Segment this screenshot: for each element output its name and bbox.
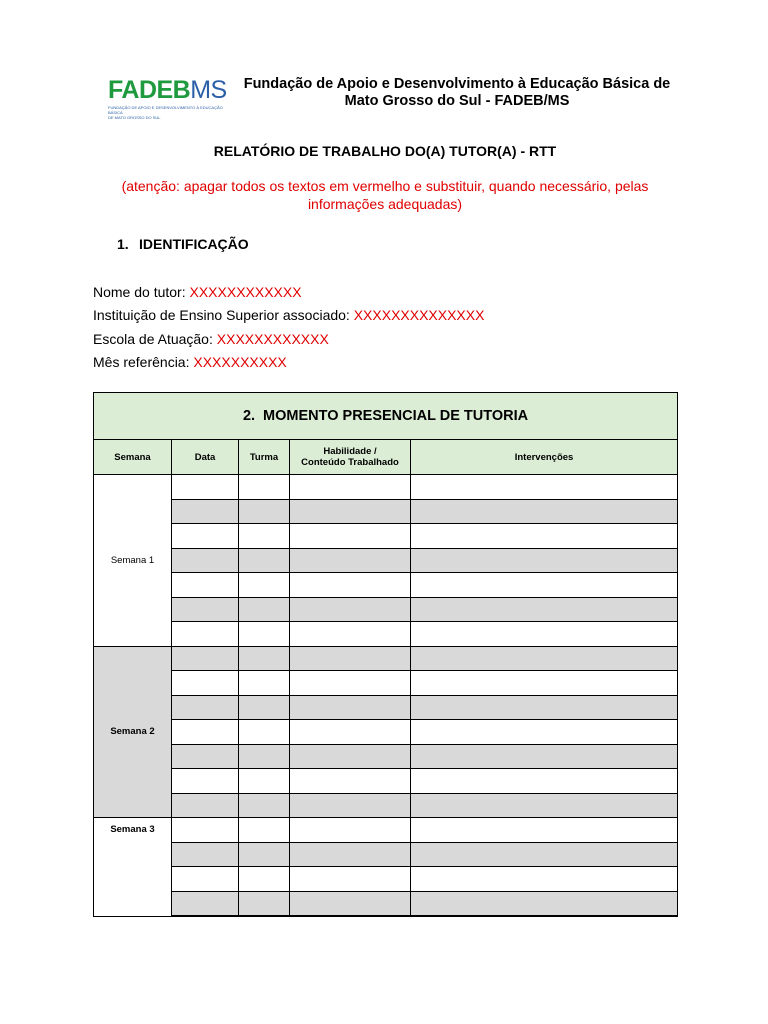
section-momento-presencial-heading: 2. MOMENTO PRESENCIAL DE TUTORIA bbox=[94, 393, 678, 440]
table-cell[interactable] bbox=[411, 622, 678, 647]
table-cell[interactable] bbox=[290, 573, 411, 598]
table-cell[interactable] bbox=[172, 671, 239, 696]
logo-wordmark: FADEBMS bbox=[108, 76, 227, 104]
table-cell[interactable] bbox=[239, 622, 290, 647]
table-cell[interactable] bbox=[239, 524, 290, 549]
table-cell[interactable] bbox=[290, 891, 411, 916]
table-row bbox=[94, 499, 678, 524]
field-escola: Escola de Atuação: XXXXXXXXXXXX bbox=[93, 330, 329, 347]
table-row bbox=[94, 622, 678, 647]
table-row bbox=[94, 842, 678, 867]
col-data: Data bbox=[172, 440, 239, 475]
attention-note: (atenção: apagar todos os textos em vermelho e substituir, quando necessário, pelas informações adequadas) bbox=[121, 178, 649, 212]
table-cell[interactable] bbox=[411, 695, 678, 720]
table-cell[interactable] bbox=[290, 720, 411, 745]
tutoria-table bbox=[93, 392, 678, 917]
table-cell[interactable] bbox=[239, 818, 290, 843]
table-cell[interactable] bbox=[172, 695, 239, 720]
table-cell[interactable] bbox=[290, 842, 411, 867]
table-cell[interactable] bbox=[172, 475, 239, 500]
table-cell[interactable] bbox=[239, 891, 290, 916]
table-cell[interactable] bbox=[239, 744, 290, 769]
col-habilidade: Habilidade / Conteúdo Trabalhado bbox=[290, 440, 411, 475]
table-row bbox=[94, 793, 678, 818]
table-cell[interactable] bbox=[172, 769, 239, 794]
table-cell[interactable] bbox=[290, 769, 411, 794]
table-cell[interactable] bbox=[239, 867, 290, 892]
table-row bbox=[94, 475, 678, 500]
table-cell[interactable] bbox=[239, 548, 290, 573]
table-row bbox=[94, 548, 678, 573]
fadeb-ms-logo bbox=[108, 76, 226, 122]
table-cell[interactable] bbox=[172, 793, 239, 818]
table-row bbox=[94, 720, 678, 745]
table-cell[interactable] bbox=[239, 573, 290, 598]
table-cell[interactable] bbox=[411, 842, 678, 867]
table-cell[interactable] bbox=[290, 867, 411, 892]
table-cell[interactable] bbox=[411, 573, 678, 598]
table-cell[interactable] bbox=[411, 475, 678, 500]
table-row bbox=[94, 524, 678, 549]
table-cell[interactable] bbox=[290, 646, 411, 671]
table-cell[interactable] bbox=[290, 744, 411, 769]
field-instituicao: Instituição de Ensino Superior associado: XXXXXXXXXXXXXX bbox=[93, 307, 485, 324]
table-cell[interactable] bbox=[239, 597, 290, 622]
table-cell[interactable] bbox=[290, 622, 411, 647]
table-row bbox=[94, 744, 678, 769]
table-row bbox=[94, 597, 678, 622]
table-cell[interactable] bbox=[172, 597, 239, 622]
col-intervencoes: Intervenções bbox=[411, 440, 678, 475]
table-cell[interactable] bbox=[172, 524, 239, 549]
identification-fields bbox=[93, 281, 484, 374]
table-cell[interactable] bbox=[239, 720, 290, 745]
table-row bbox=[94, 891, 678, 916]
table-cell[interactable] bbox=[172, 891, 239, 916]
table-cell[interactable] bbox=[290, 499, 411, 524]
table-cell[interactable] bbox=[411, 597, 678, 622]
table-cell[interactable] bbox=[172, 720, 239, 745]
organization-name: Fundação de Apoio e Desenvolvimento à Educação Básica de Mato Grosso do Sul - FADEB/MS bbox=[243, 76, 671, 109]
table-cell[interactable] bbox=[239, 769, 290, 794]
table-cell[interactable] bbox=[239, 842, 290, 867]
table-row bbox=[94, 671, 678, 696]
field-mes-referencia: Mês referência: XXXXXXXXXX bbox=[93, 353, 287, 370]
section-identificacao-heading: 1. IDENTIFICAÇÃO bbox=[117, 236, 249, 252]
table-cell[interactable] bbox=[172, 842, 239, 867]
table-body bbox=[94, 475, 678, 917]
table-cell[interactable] bbox=[411, 720, 678, 745]
logo-tagline: FUNDAÇÃO DE APOIO E DESENVOLVIMENTO À EDUCAÇÃO BÁSICA DE MATO GROSSO DO SUL bbox=[108, 105, 223, 120]
table-cell[interactable] bbox=[411, 646, 678, 671]
table-cell[interactable] bbox=[239, 499, 290, 524]
table-cell[interactable] bbox=[172, 573, 239, 598]
col-turma: Turma bbox=[239, 440, 290, 475]
table-cell[interactable] bbox=[172, 744, 239, 769]
table-cell[interactable] bbox=[290, 475, 411, 500]
table-cell[interactable] bbox=[411, 671, 678, 696]
table-cell[interactable] bbox=[239, 646, 290, 671]
table-row bbox=[94, 695, 678, 720]
table-cell[interactable] bbox=[290, 695, 411, 720]
table-cell[interactable] bbox=[290, 548, 411, 573]
table-cell[interactable] bbox=[411, 867, 678, 892]
table-cell[interactable] bbox=[172, 622, 239, 647]
week-label-cell: Semana 2 bbox=[94, 646, 172, 818]
table-cell[interactable] bbox=[172, 646, 239, 671]
document-title: RELATÓRIO DE TRABALHO DO(A) TUTOR(A) - RTT bbox=[213, 143, 557, 159]
table-cell[interactable] bbox=[411, 793, 678, 818]
table-cell[interactable] bbox=[411, 524, 678, 549]
table-cell[interactable] bbox=[411, 769, 678, 794]
table-cell[interactable] bbox=[172, 867, 239, 892]
table-cell[interactable] bbox=[290, 818, 411, 843]
table-cell[interactable] bbox=[172, 548, 239, 573]
table-cell[interactable] bbox=[411, 891, 678, 916]
table-cell[interactable] bbox=[411, 548, 678, 573]
week-label-cell: Semana 3 bbox=[94, 818, 172, 917]
table-cell[interactable] bbox=[290, 524, 411, 549]
table-cell[interactable] bbox=[290, 671, 411, 696]
table-cell[interactable] bbox=[172, 818, 239, 843]
week-label-cell: Semana 1 bbox=[94, 475, 172, 647]
table-row bbox=[94, 867, 678, 892]
table-row bbox=[94, 769, 678, 794]
col-semana: Semana bbox=[94, 440, 172, 475]
table-row bbox=[94, 573, 678, 598]
table-row bbox=[94, 646, 678, 671]
table-cell[interactable] bbox=[172, 499, 239, 524]
field-nome-tutor: Nome do tutor: XXXXXXXXXXXX bbox=[93, 284, 302, 300]
table-cell[interactable] bbox=[239, 695, 290, 720]
table-cell[interactable] bbox=[411, 499, 678, 524]
table-cell[interactable] bbox=[239, 671, 290, 696]
table-row bbox=[94, 818, 678, 843]
table-cell[interactable] bbox=[290, 597, 411, 622]
table-cell[interactable] bbox=[290, 793, 411, 818]
table-cell[interactable] bbox=[411, 744, 678, 769]
table-cell[interactable] bbox=[239, 793, 290, 818]
table-cell[interactable] bbox=[411, 818, 678, 843]
table-cell[interactable] bbox=[239, 475, 290, 500]
